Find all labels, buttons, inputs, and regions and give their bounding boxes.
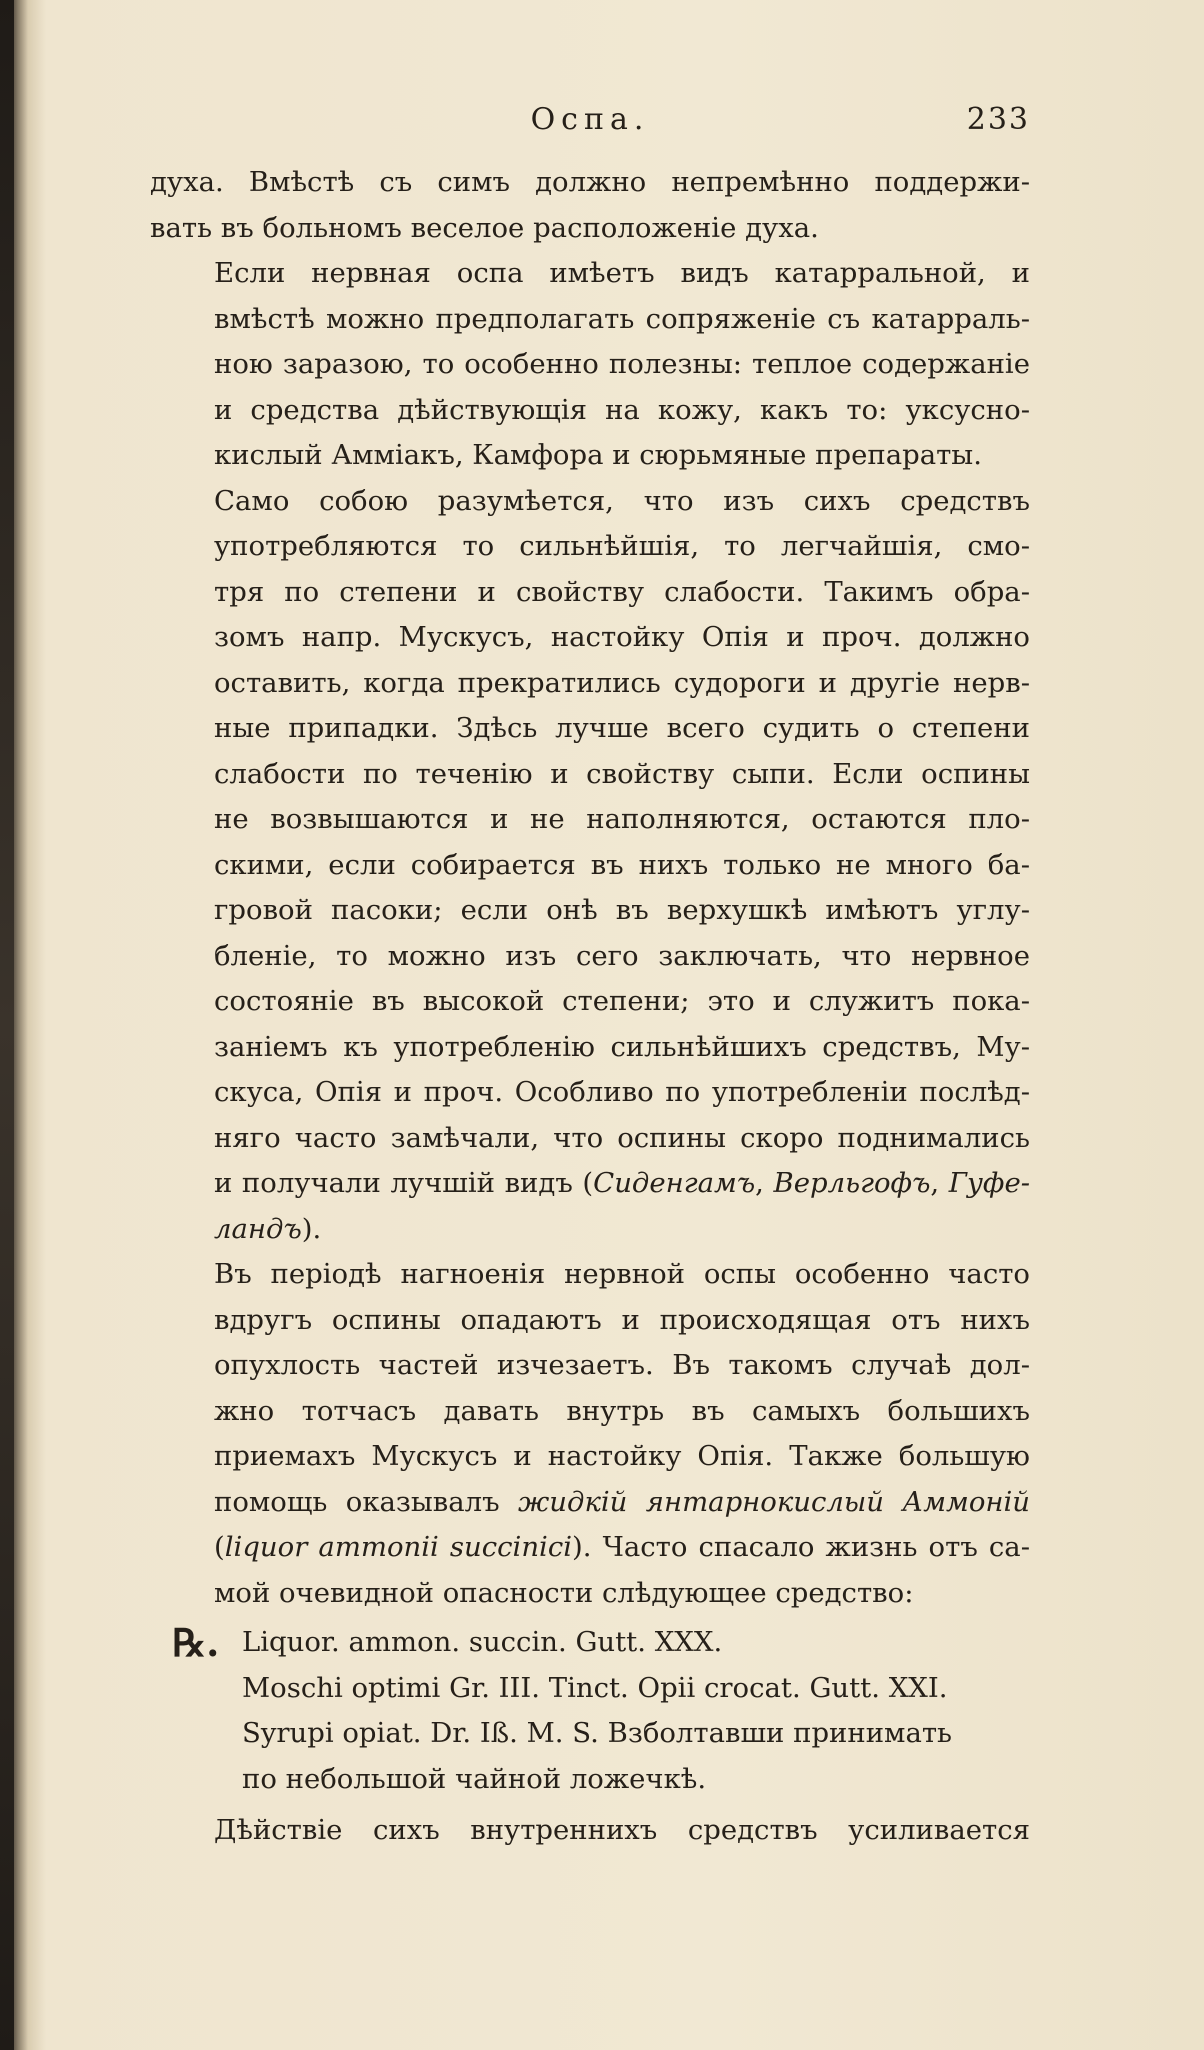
prescription-line: Syrupi opiat. Dr. Iß. M. S. Взболтавши принимать bbox=[242, 1717, 953, 1749]
author-name-werlhof: Верльгофъ bbox=[773, 1167, 931, 1199]
text-line: вать въ больномъ веселое расположеніе духа. bbox=[150, 211, 819, 244]
text-line-italic bbox=[150, 1480, 1030, 1526]
text-line bbox=[150, 1207, 1030, 1253]
text-line: мой очевидной опасности слѣдующее средство: bbox=[214, 1576, 914, 1609]
text-line: Само собою разумѣется, что изъ сихъ средствъ bbox=[214, 484, 1030, 517]
text-line: кислый Аммiакъ, Камфора и сюрьмяные препараты. bbox=[214, 439, 982, 471]
author-name-hufeland-end: ландъ bbox=[214, 1212, 302, 1245]
paragraph-2 bbox=[150, 251, 1030, 479]
text-fragment: , bbox=[930, 1167, 949, 1199]
text-line: состояніе въ высокой степени; это и служитъ пока- bbox=[214, 985, 1030, 1017]
running-head bbox=[150, 102, 1030, 152]
author-name-sydenham: Сиденгамъ bbox=[593, 1167, 756, 1199]
text-fragment: и получали лучшій видъ ( bbox=[214, 1167, 594, 1199]
text-line: слабости по теченію и свойству сыпи. Если оспины bbox=[214, 757, 1030, 790]
text-line: гровой пасоки; если онѣ въ верхушкѣ имѣютъ углу- bbox=[214, 894, 1030, 926]
remedy-name: жидкій янтарнокислый Аммоній bbox=[518, 1485, 1030, 1518]
text-line: ною заразою, то особенно полезны: теплое содержаніе bbox=[214, 348, 1030, 380]
text-line: жно тотчасъ давать внутрь въ самыхъ большихъ bbox=[214, 1394, 1030, 1427]
text-fragment: ( bbox=[214, 1531, 225, 1563]
text-fragment: , bbox=[755, 1167, 774, 1199]
recipe-symbol: ℞. bbox=[172, 1620, 220, 1665]
text-line: ные припадки. Здѣсь лучше всего судить о степени bbox=[214, 712, 1030, 744]
text-line: заніемъ къ употребленію сильнѣйшихъ средствъ, Му- bbox=[214, 1030, 1030, 1063]
text-fragment: помощь оказывалъ bbox=[214, 1485, 519, 1518]
prescription-line: Moschi optimi Gr. III. Tinct. Opii crocat. Gutt. XXI. bbox=[242, 1671, 948, 1704]
closing-paragraph bbox=[150, 1808, 1030, 1854]
text-fragment: ). Часто спасало жизнь отъ са- bbox=[572, 1531, 1030, 1563]
text-line: духа. Вмѣстѣ съ симъ должно непремѣнно поддержи- bbox=[150, 166, 1030, 198]
paragraph-4 bbox=[150, 1252, 1030, 1616]
running-head-title: Оспа. bbox=[530, 102, 650, 137]
text-fragment: ). bbox=[301, 1212, 322, 1245]
prescription-line: Liquor. ammon. succin. Gutt. XXX. bbox=[242, 1626, 723, 1658]
text-line: вмѣстѣ можно предполагать сопряженіе съ катарраль- bbox=[214, 302, 1030, 335]
text-line: няго часто замѣчали, что оспины скоро поднимались bbox=[214, 1121, 1030, 1154]
text-line: опухлость частей изчезаетъ. Въ такомъ случаѣ дол- bbox=[214, 1349, 1030, 1381]
text-line: употребляются то сильнѣйшія, то легчайшія, смо- bbox=[214, 530, 1030, 562]
text-line: не возвышаются и не наполняются, остаются пло- bbox=[214, 803, 1030, 835]
text-line: Если нервная оспа имѣетъ видъ катарральной, и bbox=[214, 257, 1030, 289]
text-line: Дѣйствіе сихъ внутреннихъ средствъ усиливается bbox=[214, 1814, 1030, 1846]
prescription bbox=[150, 1620, 1030, 1802]
prescription-line: по небольшой чайной ложечкѣ. bbox=[242, 1762, 707, 1795]
text-line: вдругъ оспины опадаютъ и происходящая отъ нихъ bbox=[214, 1303, 1030, 1336]
book-spine-shadow bbox=[0, 0, 14, 2050]
text-line: приемахъ Мускусъ и настойку Опія. Также большую bbox=[214, 1440, 1030, 1472]
body-text bbox=[150, 160, 1030, 1854]
text-line: тря по степени и свойству слабости. Такимъ обра- bbox=[214, 575, 1030, 608]
text-line: скуса, Опія и проч. Особливо по употребленіи послѣд- bbox=[214, 1076, 1030, 1108]
text-line: Въ періодѣ нагноенія нервной оспы особенно часто bbox=[214, 1258, 1030, 1290]
text-line: бленіе, то можно изъ сего заключать, что нервное bbox=[214, 939, 1030, 972]
text-line-latin bbox=[150, 1525, 1030, 1571]
text-line: зомъ напр. Мускусъ, настойку Опія и проч. должно bbox=[214, 621, 1030, 653]
text-line: оставить, когда прекратились судороги и другіе нерв- bbox=[214, 666, 1030, 699]
text-line: и средства дѣйствующія на кожу, какъ то: уксусно- bbox=[214, 393, 1030, 426]
author-name-hufeland: Гуфе- bbox=[948, 1167, 1031, 1199]
page-number: 233 bbox=[966, 102, 1030, 137]
text-line-with-names bbox=[150, 1161, 1030, 1207]
text-line: скими, если собирается въ нихъ только не много ба- bbox=[214, 848, 1030, 881]
paragraph-3 bbox=[150, 479, 1030, 1253]
paragraph-1 bbox=[150, 160, 1030, 251]
latin-remedy-name: liquor ammonii succinici bbox=[224, 1531, 573, 1563]
